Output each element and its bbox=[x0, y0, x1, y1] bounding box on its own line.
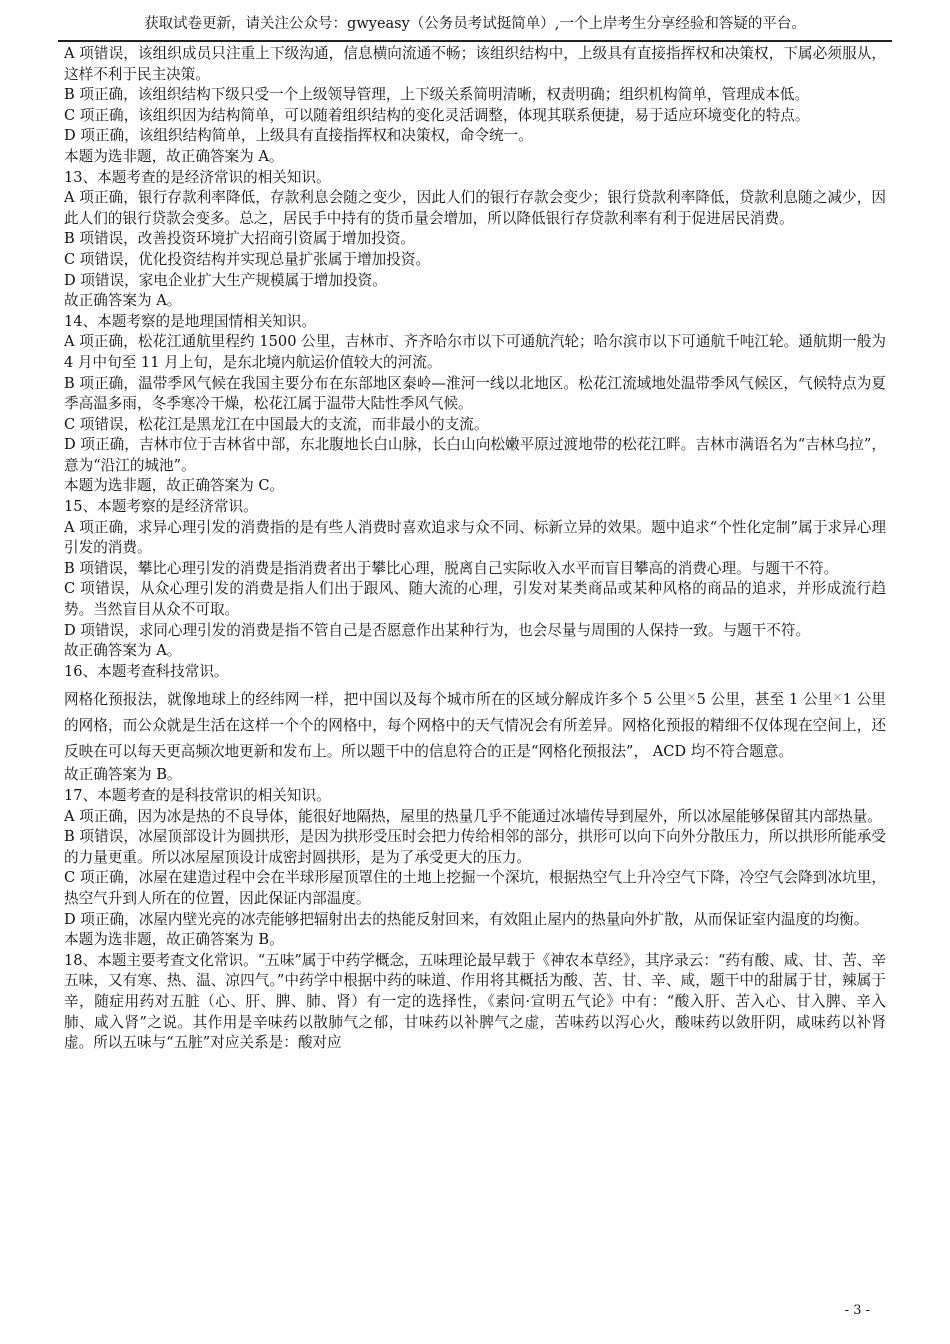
paragraph: 本题为选非题，故正确答案为 B。 bbox=[64, 931, 284, 949]
paragraph: D 项错误，家电企业扩大生产规模属于增加投资。 bbox=[64, 271, 387, 289]
paragraph: C 项错误，从众心理引发的消费是指人们出于跟风、随大流的心理，引发对某类商品或某种风格的商品的追求，并形成流行趋势。当然盲目从众不可取。 bbox=[64, 580, 886, 619]
paragraph: 本题为选非题，故正确答案为 A。 bbox=[64, 147, 284, 165]
paragraph: B 项错误，冰屋顶部设计为圆拱形，是因为拱形受压时会把力传给相邻的部分，拱形可以向下向外分散压力，所以拱形所能承受的力量更重。所以冰屋屋顶设计成密封圆拱形，是为了承受更大的压力。 bbox=[64, 828, 886, 866]
text-run: 5 公里，甚至 1 公里 bbox=[696, 691, 833, 709]
text-run: 1 公里的网格，而公众就是生活在这样一个个的网格中，每个网格中的天气情况会有所差异。网格化预报的精细不仅体现在空间上，还反映在可以每天更高频次地更新和发布上。所以题干中的信息符合的正是“网格化预报法”， ACD 均不符合题意。 bbox=[64, 691, 886, 761]
paragraph: C 项错误，松花江是黑龙江在中国最大的支流，而非最小的支流。 bbox=[64, 415, 489, 433]
paragraph: B 项错误，攀比心理引发的消费是指消费者出于攀比心理，脱离自己实际收入水平而盲目攀高的消费心理。与题干不符。 bbox=[64, 559, 839, 577]
paragraph: C 项正确，冰屋在建造过程中会在半球形屋顶罩住的土地上挖掘一个深坑，根据热空气上升冷空气下降，冷空气会降到冰坑里，热空气升到人所在的位置，因此保证内部温度。 bbox=[64, 869, 886, 907]
times-symbol: × bbox=[686, 690, 697, 705]
paragraph-grid-forecast bbox=[64, 684, 886, 765]
question-heading-15: 15、本题考察的是经济常识。 bbox=[64, 498, 258, 516]
paragraph: 本题为选非题，故正确答案为 C。 bbox=[64, 477, 285, 495]
paragraph: C 项正确，该组织因为结构简单，可以随着组织结构的变化灵活调整，体现其联系便捷，易于适应环境变化的特点。 bbox=[64, 106, 810, 124]
paragraph: 故正确答案为 A。 bbox=[64, 292, 182, 310]
question-heading-14: 14、本题考察的是地理国情相关知识。 bbox=[64, 312, 317, 330]
paragraph: B 项正确，该组织结构下级只受一个上级领导管理，上下级关系简明清晰，权责明确；组织机构简单，管理成本低。 bbox=[64, 86, 810, 104]
paragraph: A 项正确，因为冰是热的不良导体，能很好地隔热，屋里的热量几乎不能通过冰墙传导到屋外，所以冰屋能够保留其内部热量。 bbox=[64, 807, 882, 825]
question-heading-16: 16、本题考查科技常识。 bbox=[64, 662, 229, 680]
paragraph: A 项错误，该组织成员只注重上下级沟通，信息横向流通不畅；该组织结构中，上级具有直接指挥权和决策权，下属必须服从，这样不利于民主决策。 bbox=[64, 45, 886, 83]
header-divider bbox=[58, 40, 892, 42]
paragraph: A 项正确，松花江通航里程约 1500 公里，吉林市、齐齐哈尔市以下可通航汽轮；哈尔滨市以下可通航千吨江轮。通航期一般为 4 月中旬至 11 月上旬，是东北境内航运价值较大的河流。 bbox=[64, 333, 886, 371]
paragraph: D 项正确，吉林市位于吉林省中部，东北腹地长白山脉，长白山向松嫩平原过渡地带的松花江畔。吉林市满语名为“吉林乌拉”，意为“沿江的城池”。 bbox=[64, 436, 886, 474]
question-heading-17: 17、本题考查的是科技常识的相关知识。 bbox=[64, 787, 331, 804]
page-header: 获取试卷更新，请关注公众号：gwyeasy（公务员考试挺简单）,一个上岸考生分享经验和答疑的平台。 bbox=[144, 16, 806, 32]
question-heading-18: 18、本题主要考查文化常识。“五味”属于中药学概念，五味理论最早载于《神农本草经》，其序录云：“药有酸、咸、甘、苦、辛五味，又有寒、热、温、凉四气。”中药学中根据中药的味道、作用将其概括为酸、苦、甘、辛、咸，题干中的甜属于甘，辣属于辛，随症用药对五脏（心、肝、脾、肺、肾）有一定的选择性，《素问·宣明五气论》中有：“酸入肝、苦入心、甘入脾、辛入肺、咸入肾”之说。其作用是辛味药以散肺气之郁，甘味药以补脾气之虚，苦味药以泻心火，酸味药以敛肝阴，咸味药以补肾虚。所以五味与“五脏”对应关系是：酸对应 bbox=[64, 951, 886, 1052]
text-run: 网格化预报法，就像地球上的经纬网一样，把中国以及每个城市所在的区域分解成许多个 5 公里 bbox=[64, 691, 687, 709]
page-number: - 3 - bbox=[844, 1303, 870, 1318]
paragraph: D 项错误，求同心理引发的消费是指不管自己是否愿意作出某种行为，也会尽量与周围的人保持一致。与题干不符。 bbox=[64, 621, 811, 639]
document-body bbox=[64, 44, 886, 1054]
paragraph: 故正确答案为 A。 bbox=[64, 642, 182, 660]
paragraph: 故正确答案为 B。 bbox=[64, 766, 182, 784]
paragraph: B 项错误，改善投资环境扩大招商引资属于增加投资。 bbox=[64, 230, 416, 248]
paragraph: A 项正确，银行存款利率降低，存款利息会随之变少，因此人们的银行存款会变少；银行贷款利率降低，贷款利息随之减少，因此人们的银行贷款会变多。总之，居民手中持有的货币量会增加，所以降低银行存贷款利率有利于促进居民消费。 bbox=[64, 189, 886, 227]
paragraph: C 项错误，优化投资结构并实现总量扩张属于增加投资。 bbox=[64, 250, 431, 268]
paragraph: D 项正确，该组织结构简单，上级具有直接指挥权和决策权，命令统一。 bbox=[64, 127, 533, 145]
times-symbol: × bbox=[832, 690, 843, 705]
paragraph: B 项正确，温带季风气候在我国主要分布在东部地区秦岭—淮河一线以北地区。松花江流域地处温带季风气候区，气候特点为夏季高温多雨，冬季寒冷干燥，松花江属于温带大陆性季风气候。 bbox=[64, 374, 886, 413]
paragraph: D 项正确，冰屋内壁光亮的冰壳能够把辐射出去的热能反射回来，有效阻止屋内的热量向外扩散，从而保证室内温度的均衡。 bbox=[64, 910, 869, 928]
question-heading-13: 13、本题考查的是经济常识的相关知识。 bbox=[64, 168, 331, 186]
paragraph: A 项正确，求异心理引发的消费指的是有些人消费时喜欢追求与众不同、标新立异的效果。题中追求“个性化定制”属于求异心理引发的消费。 bbox=[64, 518, 886, 557]
